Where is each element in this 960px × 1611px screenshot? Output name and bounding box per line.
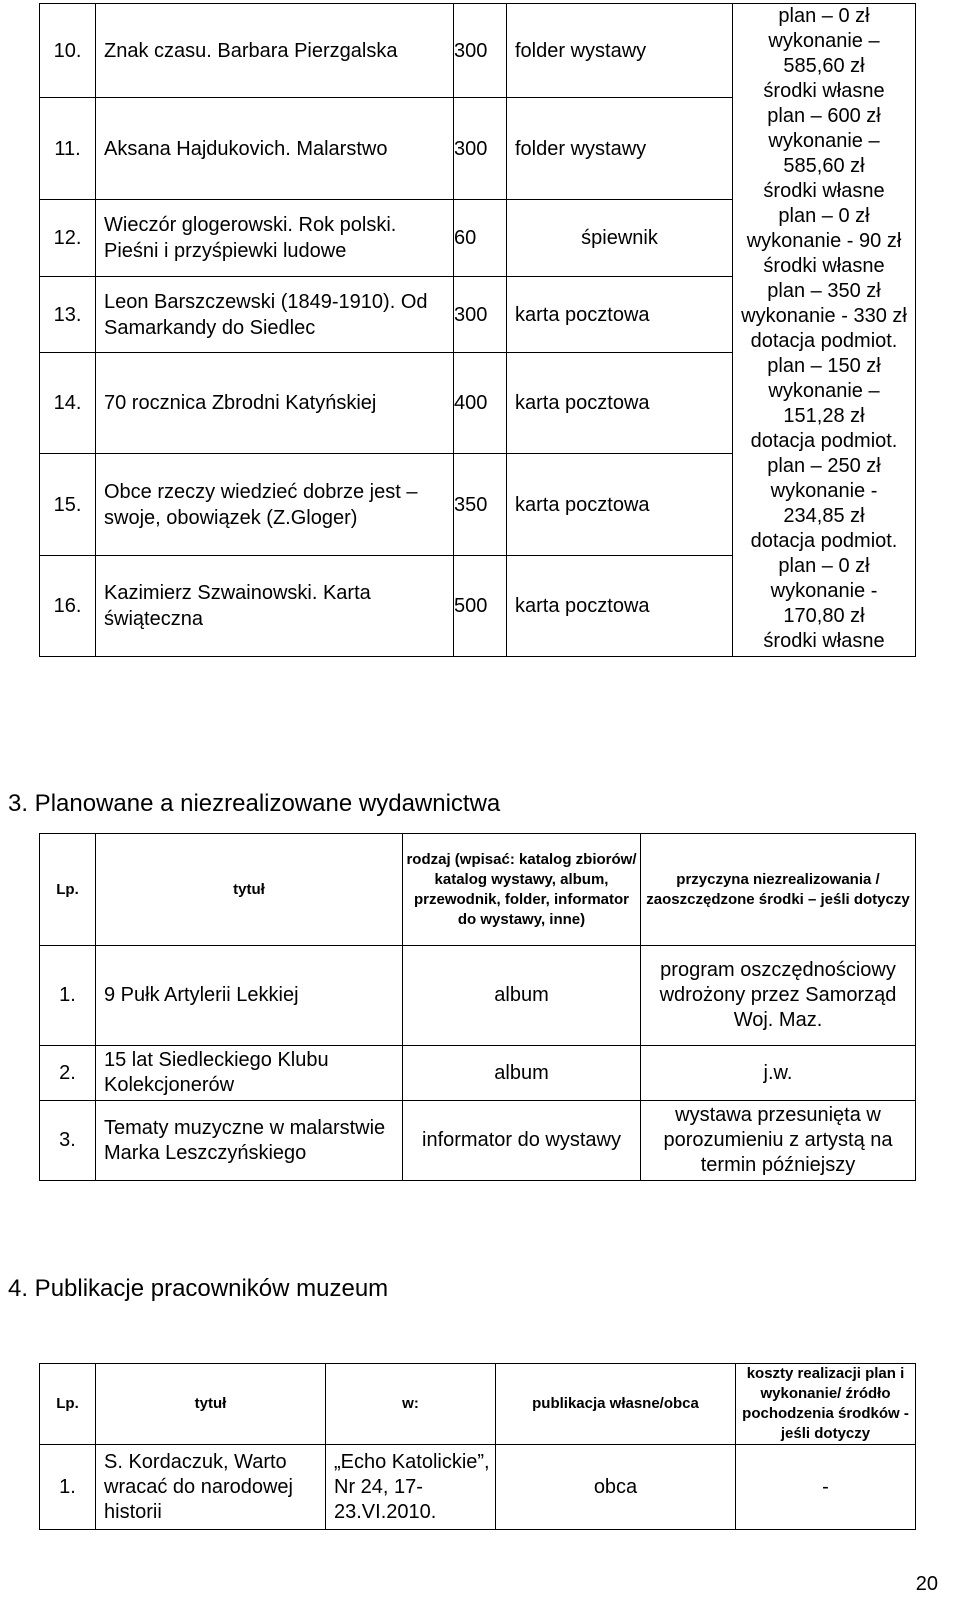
- row-reason: program oszczędnościowy wdrożony przez Samorząd Woj. Maz.: [641, 946, 916, 1046]
- row-title: Wieczór glogerowski. Rok polski. Pieśni i przyśpiewki ludowe: [96, 200, 454, 277]
- row-type: folder wystawy: [507, 4, 733, 98]
- row-title: 15 lat Siedleckiego Klubu Kolekcjonerów: [96, 1046, 403, 1101]
- row-title: Kazimierz Szwainowski. Karta świąteczna: [96, 556, 454, 657]
- row-quantity: 300: [454, 277, 507, 353]
- publications-table: [39, 3, 916, 657]
- table-header-row: [40, 1364, 916, 1445]
- row-title: Znak czasu. Barbara Pierzgalska: [96, 4, 454, 98]
- finance-cell: [733, 4, 916, 657]
- row-number: 13.: [40, 277, 96, 353]
- finance-line: środki własne: [763, 630, 885, 652]
- staff-publications-table: [39, 1363, 916, 1530]
- finance-line: plan – 0 zł: [778, 555, 870, 577]
- row-number: 15.: [40, 454, 96, 556]
- header-kind: rodzaj (wpisać: katalog zbiorów/ katalog wystawy, album, przewodnik, folder, informator do wystawy, inne): [403, 834, 641, 946]
- finance-line: plan – 600 zł: [767, 105, 881, 127]
- row-reason: j.w.: [641, 1046, 916, 1101]
- finance-line: 170,80 zł: [783, 605, 865, 627]
- finance-line: plan – 350 zł: [767, 280, 881, 302]
- row-number: 10.: [40, 4, 96, 98]
- section-4-heading: 4. Publikacje pracowników muzeum: [8, 1275, 389, 1302]
- header-publication: publikacja własne/obca: [496, 1364, 736, 1445]
- table-row: [40, 1445, 916, 1530]
- row-quantity: 60: [454, 200, 507, 277]
- finance-line: 234,85 zł: [783, 505, 865, 527]
- row-title: 9 Pułk Artylerii Lekkiej: [96, 946, 403, 1046]
- finance-line: 585,60 zł: [783, 155, 865, 177]
- row-quantity: 300: [454, 98, 507, 200]
- finance-line: wykonanie –: [768, 380, 880, 402]
- page-number: 20: [915, 1573, 938, 1595]
- table-row: [40, 946, 916, 1046]
- finance-line: wykonanie - 330 zł: [741, 305, 907, 327]
- row-reason: wystawa przesunięta w porozumieniu z artystą na termin późniejszy: [641, 1101, 916, 1181]
- finance-line: środki własne: [763, 80, 885, 102]
- finance-line: plan – 0 zł: [778, 5, 870, 27]
- finance-line: wykonanie - 90 zł: [746, 230, 902, 252]
- row-kind: album: [403, 946, 641, 1046]
- finance-line: dotacja podmiot.: [750, 330, 898, 352]
- row-title: Aksana Hajdukovich. Malarstwo: [96, 98, 454, 200]
- header-cost: koszty realizacji plan i wykonanie/ źródło pochodzenia środków - jeśli dotyczy: [736, 1364, 916, 1445]
- finance-line: dotacja podmiot.: [750, 530, 898, 552]
- finance-line: plan – 250 zł: [767, 455, 881, 477]
- row-number: 1.: [40, 1445, 96, 1530]
- finance-line: wykonanie –: [768, 30, 880, 52]
- finance-line: plan – 0 zł: [778, 205, 870, 227]
- row-cost: -: [736, 1445, 916, 1530]
- row-quantity: 300: [454, 4, 507, 98]
- row-number: 1.: [40, 946, 96, 1046]
- finance-line: środki własne: [763, 255, 885, 277]
- table-row: [40, 1046, 916, 1101]
- row-number: 14.: [40, 353, 96, 454]
- section-3-heading: 3. Planowane a niezrealizowane wydawnictwa: [8, 790, 501, 817]
- row-number: 2.: [40, 1046, 96, 1101]
- row-number: 16.: [40, 556, 96, 657]
- header-title: tytuł: [96, 1364, 326, 1445]
- row-publication: obca: [496, 1445, 736, 1530]
- finance-line: środki własne: [763, 180, 885, 202]
- header-lp: Lp.: [40, 834, 96, 946]
- row-title: Leon Barszczewski (1849-1910). Od Samarkandy do Siedlec: [96, 277, 454, 353]
- row-number: 3.: [40, 1101, 96, 1181]
- row-title: Obce rzeczy wiedzieć dobrze jest – swoje, obowiązek (Z.Gloger): [96, 454, 454, 556]
- planned-publications-table: [39, 833, 916, 1181]
- table-header-row: [40, 834, 916, 946]
- row-type: folder wystawy: [507, 98, 733, 200]
- table-row: [40, 4, 916, 98]
- header-in: w:: [326, 1364, 496, 1445]
- row-type: karta pocztowa: [507, 277, 733, 353]
- row-quantity: 500: [454, 556, 507, 657]
- header-title: tytuł: [96, 834, 403, 946]
- row-quantity: 400: [454, 353, 507, 454]
- row-in: „Echo Katolickie”, Nr 24, 17-23.VI.2010.: [326, 1445, 496, 1530]
- finance-line: 585,60 zł: [783, 55, 865, 77]
- finance-line: wykonanie –: [768, 130, 880, 152]
- row-kind: album: [403, 1046, 641, 1101]
- row-type: śpiewnik: [507, 200, 733, 277]
- finance-line: dotacja podmiot.: [750, 430, 898, 452]
- row-type: karta pocztowa: [507, 353, 733, 454]
- finance-line: wykonanie -: [770, 480, 878, 502]
- row-number: 11.: [40, 98, 96, 200]
- header-reason: przyczyna niezrealizowania / zaoszczędzone środki – jeśli dotyczy: [641, 834, 916, 946]
- finance-line: plan – 150 zł: [767, 355, 881, 377]
- row-type: karta pocztowa: [507, 454, 733, 556]
- row-title: Tematy muzyczne w malarstwie Marka Leszczyńskiego: [96, 1101, 403, 1181]
- row-title: 70 rocznica Zbrodni Katyńskiej: [96, 353, 454, 454]
- row-number: 12.: [40, 200, 96, 277]
- row-type: karta pocztowa: [507, 556, 733, 657]
- row-title: S. Kordaczuk, Warto wracać do narodowej historii: [96, 1445, 326, 1530]
- finance-line: wykonanie -: [770, 580, 878, 602]
- finance-line: 151,28 zł: [783, 405, 865, 427]
- row-quantity: 350: [454, 454, 507, 556]
- table-row: [40, 1101, 916, 1181]
- row-kind: informator do wystawy: [403, 1101, 641, 1181]
- header-lp: Lp.: [40, 1364, 96, 1445]
